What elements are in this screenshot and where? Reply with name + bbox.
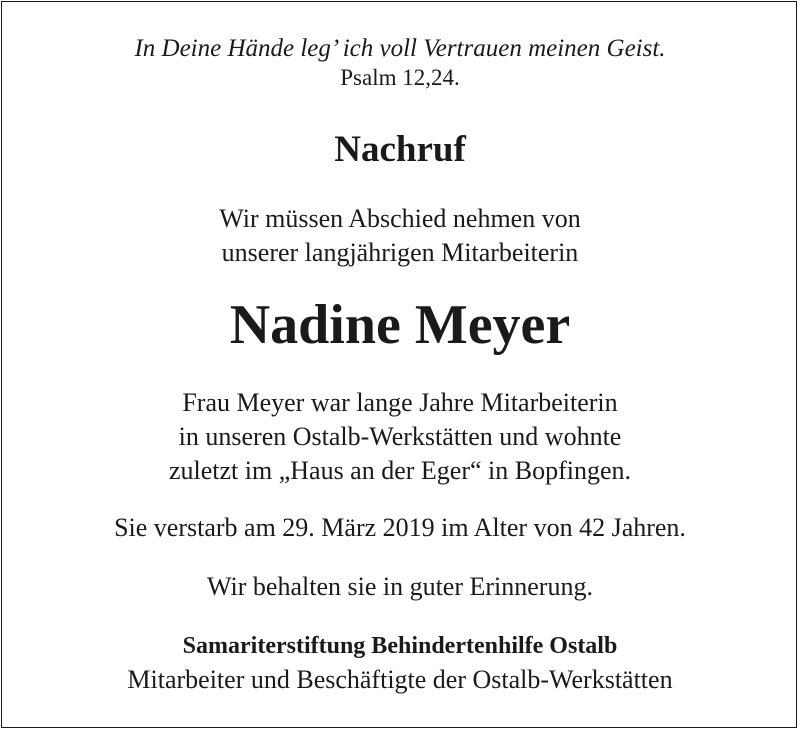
signature-staff: Mitarbeiter und Beschäftigte der Ostalb-Werkstätten xyxy=(127,665,673,694)
biography-text xyxy=(0,386,800,488)
death-notice: Sie verstarb am 29. März 2019 im Alter von 42 Jahren. xyxy=(114,513,686,542)
bible-reference: Psalm 12,24. xyxy=(340,65,460,90)
obituary-heading: Nachruf xyxy=(334,129,466,170)
bio-line: Frau Meyer war lange Jahre Mitarbeiterin xyxy=(182,388,618,417)
intro-line: Wir müssen Abschied nehmen von xyxy=(219,204,581,233)
intro-line: unserer langjährigen Mitarbeiterin xyxy=(221,238,579,267)
deceased-name: Nadine Meyer xyxy=(229,294,571,356)
intro-text xyxy=(0,202,800,270)
signature-organization: Samariterstiftung Behindertenhilfe Ostalb xyxy=(182,633,618,659)
obituary-border xyxy=(1,1,797,728)
bio-line: in unseren Ostalb-Werkstätten und wohnte xyxy=(178,422,622,451)
memory-statement: Wir behalten sie in guter Erinnerung. xyxy=(207,572,593,601)
bio-line: zuletzt im „Haus an der Eger“ in Bopfingen. xyxy=(168,456,632,485)
bible-quote: In Deine Hände leg’ ich voll Vertrauen meinen Geist. xyxy=(134,35,666,62)
